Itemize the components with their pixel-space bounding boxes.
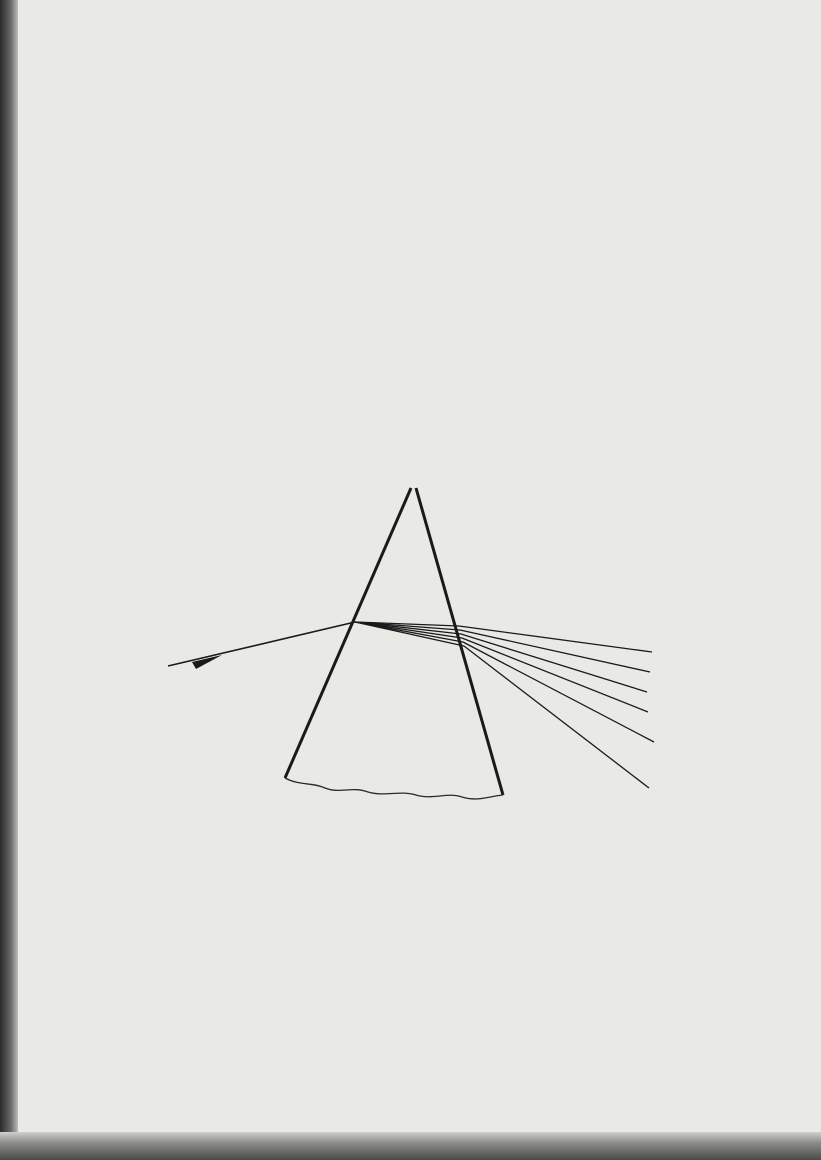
prism-base-mn bbox=[285, 778, 503, 799]
ray-orange bbox=[460, 630, 650, 672]
ray-violet bbox=[464, 646, 649, 788]
internal-fan bbox=[355, 622, 464, 646]
ray-blue bbox=[463, 642, 654, 742]
outgoing-rays bbox=[459, 626, 654, 788]
ray-green bbox=[462, 638, 648, 712]
prism-side-mo bbox=[285, 488, 411, 778]
incoming-ray bbox=[168, 622, 355, 666]
ray-yellow bbox=[461, 634, 647, 692]
